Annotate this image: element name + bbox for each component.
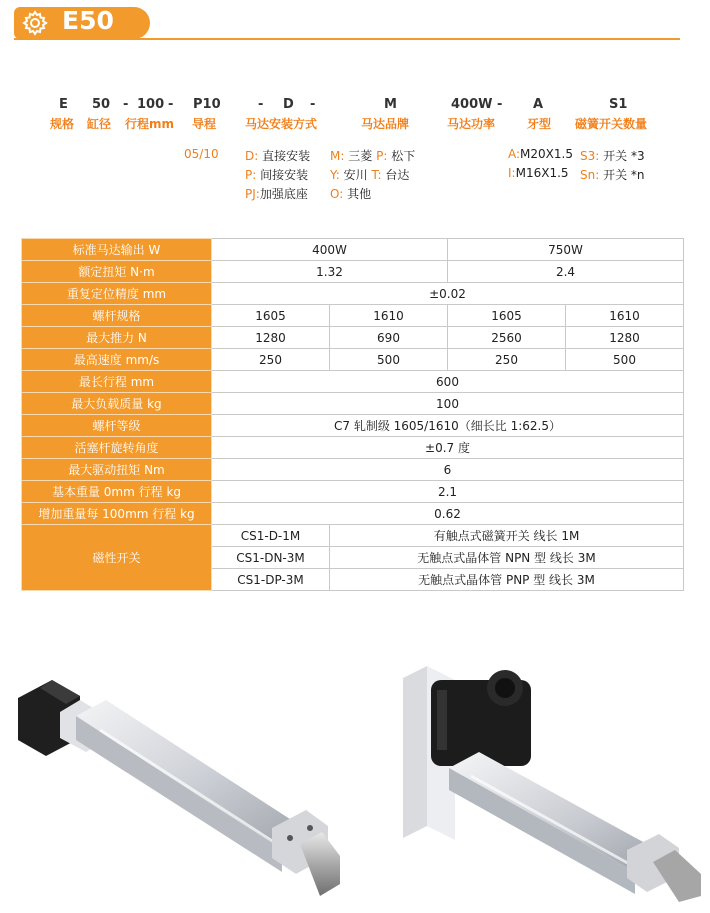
spec-table [21,238,684,591]
cell: CS1-DP-3M [212,569,330,591]
cell: 100 [212,393,684,415]
row-label: 基本重量 0mm 行程 kg [22,481,212,503]
table-row [22,459,684,481]
code-separator: - [258,97,264,112]
thread-option: A:M20X1.5 [508,147,573,161]
cell: CS1-D-1M [212,525,330,547]
code-segment: P10 [193,97,221,112]
cell: 500 [566,349,684,371]
cell: 250 [212,349,330,371]
cell: 2.4 [448,261,684,283]
code-segment: D [283,97,294,112]
gear-icon [22,10,48,36]
row-label: 活塞杆旋转角度 [22,437,212,459]
code-segment: 400W [451,97,493,112]
code-segment: 100 [137,97,165,112]
cell: 2.1 [212,481,684,503]
row-label: 增加重量每 100mm 行程 kg [22,503,212,525]
cell: 1280 [212,327,330,349]
switch-option: Sn: 开关 *n [580,168,645,182]
table-row [22,393,684,415]
brand-option: O: 其他 [330,187,372,201]
table-row [22,327,684,349]
table-row [22,481,684,503]
code-label: 行程mm [125,117,175,131]
code-segment: S1 [609,97,628,112]
row-label: 螺杆等级 [22,415,212,437]
table-row [22,349,684,371]
cell: CS1-DN-3M [212,547,330,569]
row-label: 最高速度 mm/s [22,349,212,371]
code-label: 马达安装方式 [245,117,318,131]
code-separator: - [497,97,503,112]
mount-option: P: 间接安装 [245,168,309,182]
row-label: 标准马达输出 W [22,239,212,261]
table-row [22,503,684,525]
cell: 无触点式晶体管 PNP 型 线长 3M [330,569,684,591]
cell: 2560 [448,327,566,349]
header-rule [14,38,680,40]
cell: 690 [330,327,448,349]
cell: 有触点式磁簧开关 线长 1M [330,525,684,547]
cell: 600 [212,371,684,393]
row-label: 额定扭矩 N·m [22,261,212,283]
mount-option: PJ:加强底座 [245,187,308,201]
cell: 400W [212,239,448,261]
code-segment: M [384,97,397,112]
code-segment: 50 [92,97,111,112]
table-row [22,239,684,261]
row-label: 最大推力 N [22,327,212,349]
code-segment: E [59,97,68,112]
cell: 1605 [448,305,566,327]
thread-option: I:M16X1.5 [508,166,569,180]
row-label: 螺杆规格 [22,305,212,327]
row-label: 最大负载质量 kg [22,393,212,415]
cell: ±0.7 度 [212,437,684,459]
cell: 1610 [566,305,684,327]
cell: C7 轧制级 1605/1610（细长比 1:62.5） [212,415,684,437]
cell: 1610 [330,305,448,327]
code-label: 马达品牌 [361,117,410,131]
switch-option: S3: 开关 *3 [580,149,645,163]
code-label: 磁簧开关数量 [575,117,648,131]
actuator-direct-mount-image [10,660,340,905]
brand-option: M: 三菱 P: 松下 [330,149,416,163]
code-label: 导程 [192,117,217,131]
cell: 1.32 [212,261,448,283]
cell: 250 [448,349,566,371]
cell: 0.62 [212,503,684,525]
code-label: 牙型 [527,117,552,131]
row-label: 重复定位精度 mm [22,283,212,305]
code-separator: - [310,97,316,112]
brand-option: Y: 安川 T: 台达 [330,168,410,182]
table-row [22,415,684,437]
row-label: 磁性开关 [22,525,212,591]
lead-options: 05/10 [184,147,219,161]
table-row [22,371,684,393]
cell: 750W [448,239,684,261]
table-row [22,283,684,305]
code-label: 缸径 [87,117,112,131]
actuator-side-mount-image [395,658,705,903]
cell: ±0.02 [212,283,684,305]
code-label: 马达功率 [447,117,496,131]
table-row [22,437,684,459]
cell: 1605 [212,305,330,327]
cell: 1280 [566,327,684,349]
table-row [22,525,684,547]
code-separator: - [123,97,129,112]
code-separator: - [168,97,174,112]
mount-option: D: 直接安装 [245,149,311,163]
row-label: 最大驱动扭矩 Nm [22,459,212,481]
table-row [22,261,684,283]
row-label: 最长行程 mm [22,371,212,393]
code-label: 规格 [50,117,75,131]
cell: 500 [330,349,448,371]
cell: 无触点式晶体管 NPN 型 线长 3M [330,547,684,569]
page-title: E50 [62,6,114,35]
cell: 6 [212,459,684,481]
table-row [22,305,684,327]
code-segment: A [533,97,544,112]
